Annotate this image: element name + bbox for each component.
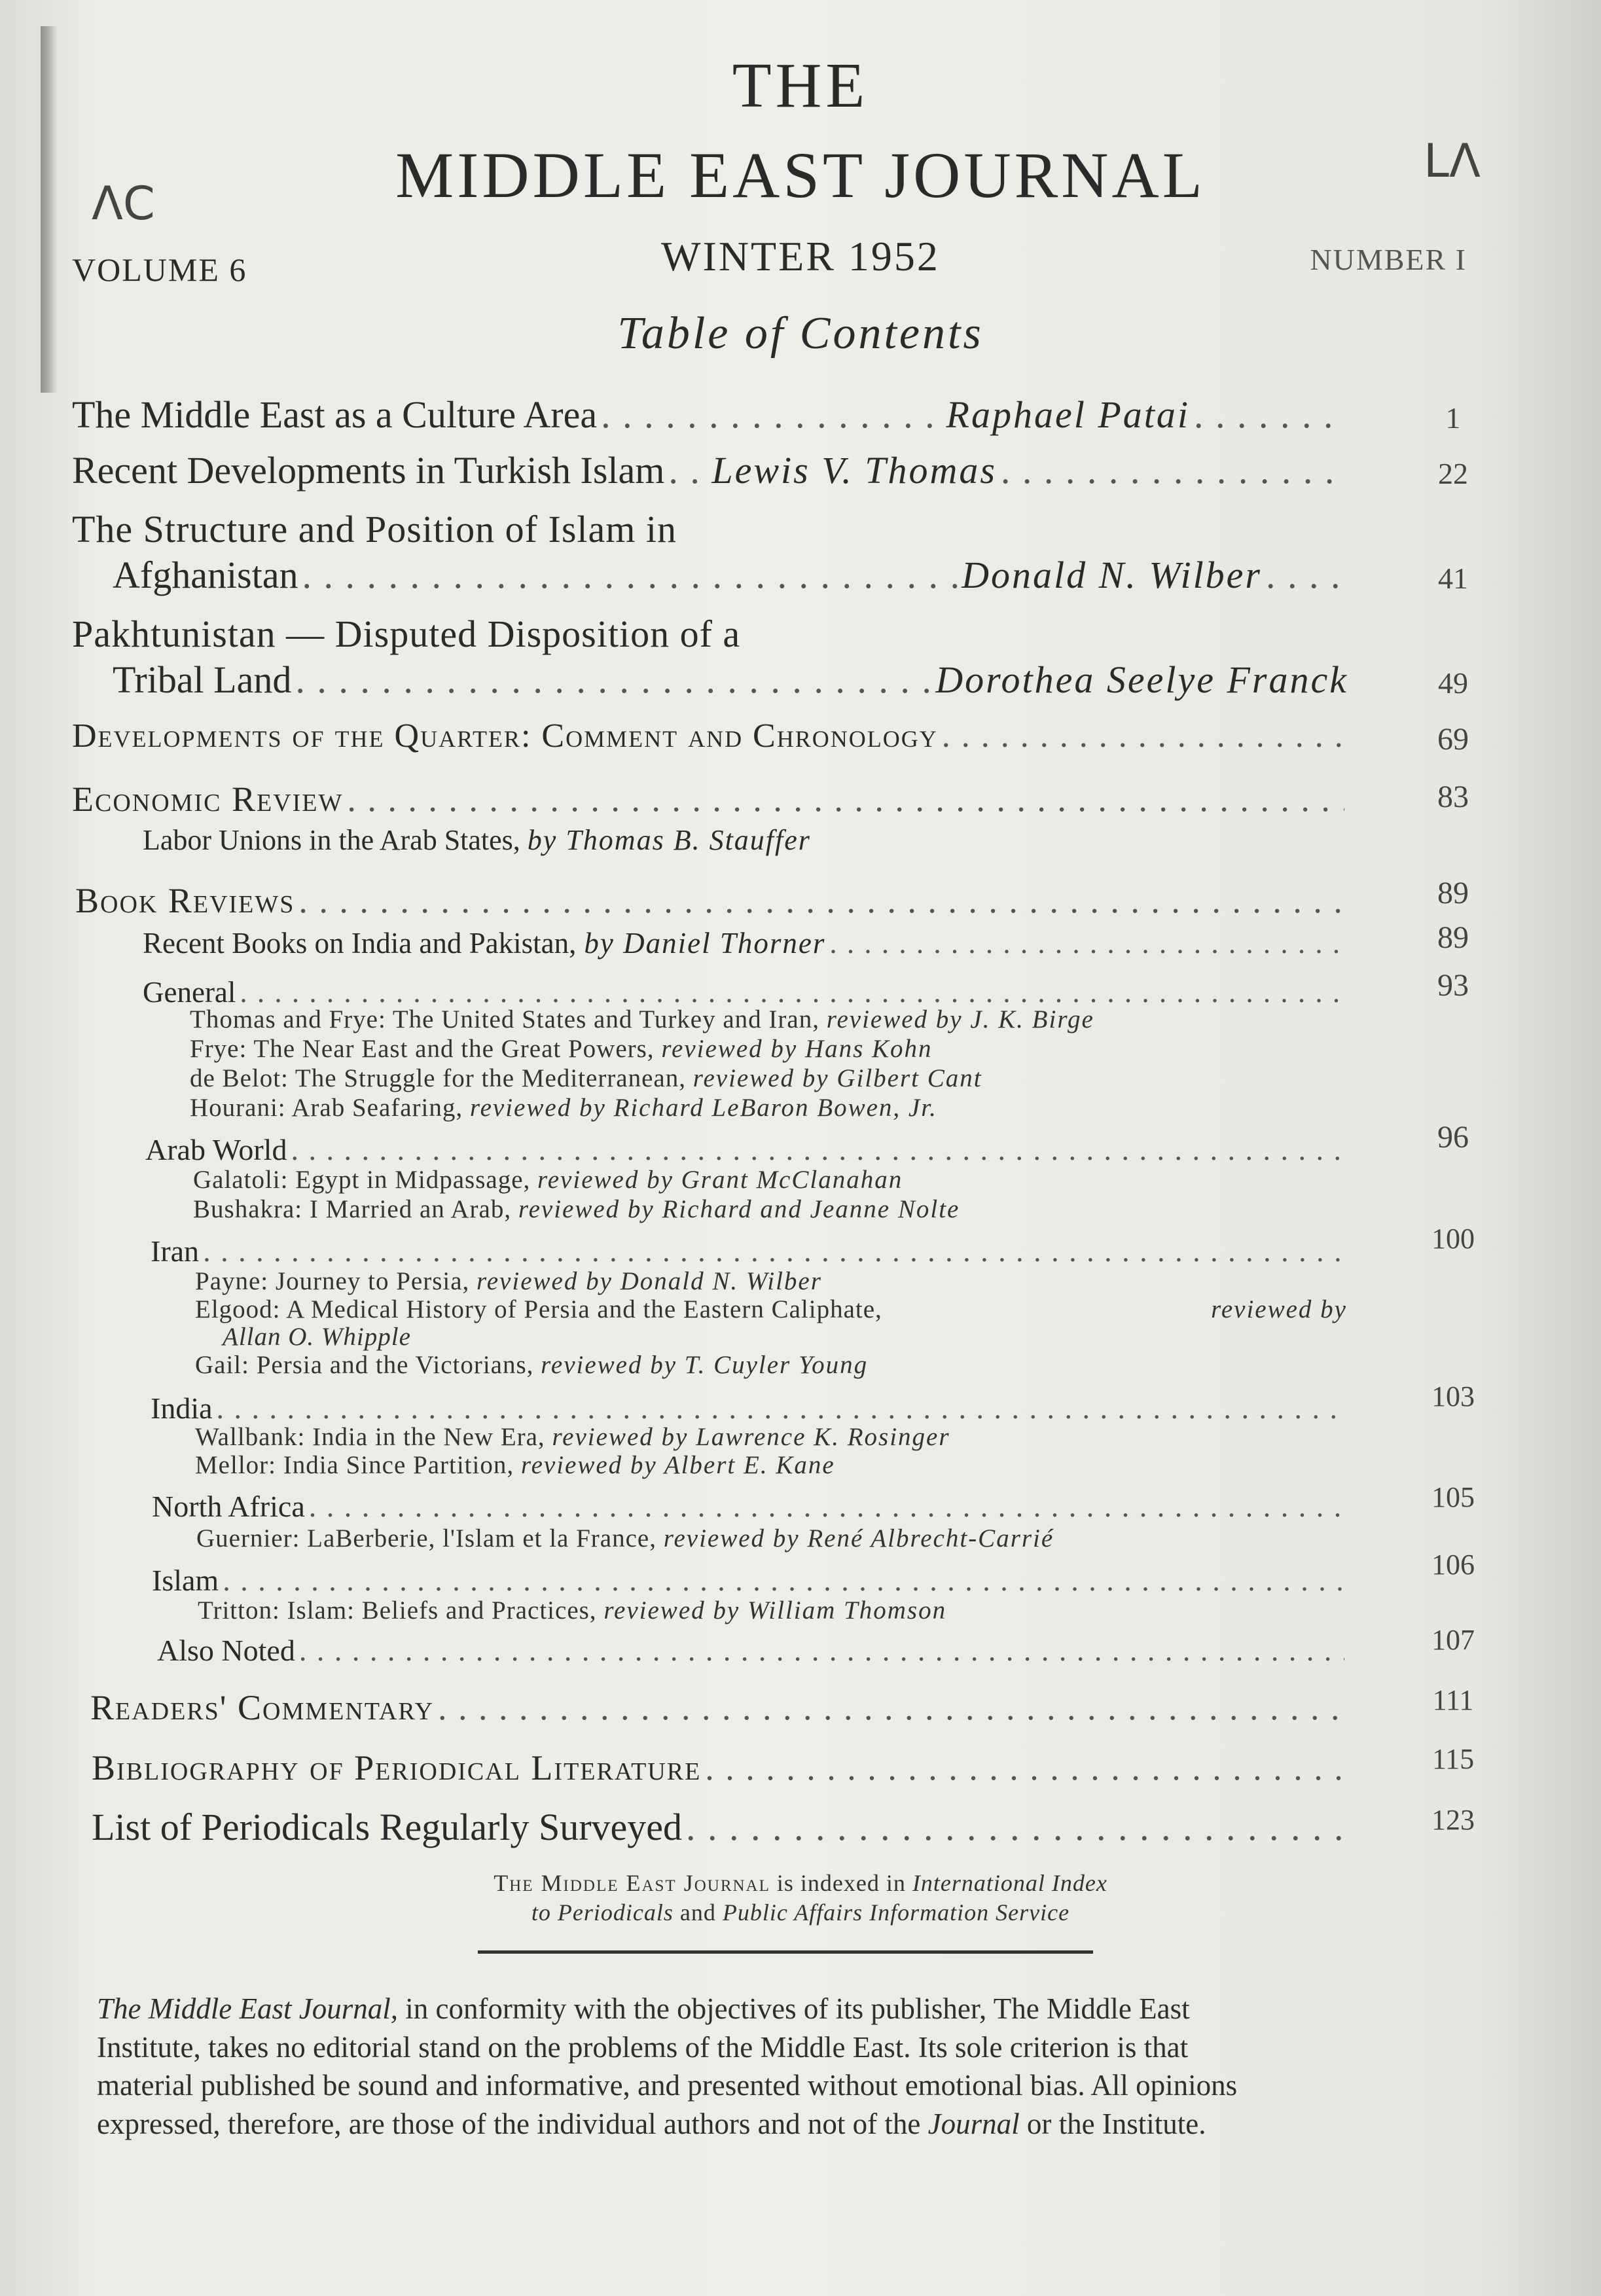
dot-leader <box>1001 448 1344 488</box>
entry-title: The Middle East as a Culture Area <box>72 393 598 436</box>
dot-leader <box>601 393 942 433</box>
toc-title: Table of Contents <box>617 308 984 359</box>
page-number: 107 <box>1431 1624 1475 1656</box>
review-item[interactable] <box>193 1165 903 1194</box>
page-number: 49 <box>1438 666 1468 700</box>
index-name: to Periodicals <box>531 1899 674 1926</box>
toc-entry[interactable] <box>113 553 1348 597</box>
entry-author: Lewis V. Thomas <box>711 449 997 492</box>
disclaimer-journal: Journal <box>927 2107 1020 2140</box>
index-note-text: is indexed in <box>776 1870 906 1896</box>
review-item[interactable] <box>190 1034 933 1064</box>
sub-entry-author: by Daniel Thorner <box>584 927 826 960</box>
dot-leader <box>299 1633 1344 1664</box>
dot-leader <box>438 1687 1344 1725</box>
dot-leader <box>223 1563 1344 1594</box>
page-number: 41 <box>1438 562 1468 595</box>
dot-leader <box>291 1132 1344 1164</box>
index-note <box>0 1869 1601 1928</box>
sub-entry[interactable] <box>143 823 811 857</box>
review-reviewer: reviewed by Gilbert Cant <box>693 1064 982 1092</box>
sub-entry[interactable] <box>143 926 1348 960</box>
toc-entry[interactable] <box>113 658 1348 702</box>
sub-entry-title: Labor Unions in the Arab States, <box>143 824 520 856</box>
disclaimer-text: or the Institute. <box>1026 2107 1206 2140</box>
dot-leader <box>298 880 1344 918</box>
volume-label: VOLUME 6 <box>72 251 247 288</box>
review-book: Mellor: India Since Partition, <box>195 1451 514 1479</box>
sub-entry[interactable] <box>151 1234 1348 1268</box>
dot-leader <box>1266 553 1344 593</box>
review-reviewer: reviewed by T. Cuyler Young <box>541 1351 869 1379</box>
page-number: 103 <box>1431 1380 1475 1412</box>
section-label: Book Reviews <box>75 881 295 920</box>
entry-author: Donald N. Wilber <box>962 554 1262 596</box>
dot-leader <box>347 779 1344 816</box>
review-reviewer: reviewed by <box>1211 1295 1347 1323</box>
sub-entry[interactable] <box>145 1132 1348 1167</box>
dot-leader <box>668 448 708 488</box>
section-label: Developments of the Quarter: Comment and Chronology <box>72 717 938 755</box>
toc-entry[interactable] <box>92 1748 1348 1788</box>
margin-note-right: LΛ <box>1424 134 1481 188</box>
review-item[interactable] <box>195 1295 1347 1324</box>
review-reviewer: reviewed by J. K. Birge <box>826 1005 1094 1033</box>
review-book: Hourani: Arab Seafaring, <box>190 1094 463 1122</box>
page-number: 106 <box>1431 1549 1475 1581</box>
review-book: Payne: Journey to Persia, <box>195 1267 470 1295</box>
page-number: 83 <box>1437 780 1469 814</box>
page-number: 111 <box>1432 1684 1474 1716</box>
category-label: Islam <box>152 1564 219 1597</box>
review-reviewer: reviewed by Hans Kohn <box>661 1035 933 1063</box>
review-reviewer: reviewed by Grant McClanahan <box>537 1166 903 1194</box>
dot-leader <box>302 553 958 593</box>
margin-note-left: ΛC <box>92 177 155 230</box>
category-label: North Africa <box>152 1490 305 1523</box>
review-reviewer: reviewed by William Thomson <box>603 1596 947 1624</box>
sub-entry-author: by Thomas B. Stauffer <box>527 824 811 856</box>
review-item[interactable] <box>195 1450 835 1480</box>
page-number: 89 <box>1437 876 1469 910</box>
dot-leader <box>240 975 1344 1006</box>
review-item[interactable] <box>198 1596 946 1625</box>
section-label: Economic Review <box>72 780 344 819</box>
page-number: 100 <box>1431 1223 1475 1255</box>
review-reviewer: reviewed by René Albrecht-Carrié <box>663 1524 1054 1552</box>
disclaimer-text: material published be sound and informative, and presented without emotional bias. All opinions <box>97 2069 1238 2102</box>
journal-name: The Middle East Journal <box>494 1870 770 1896</box>
review-reviewer: reviewed by Donald N. Wilber <box>477 1267 822 1295</box>
review-reviewer: reviewed by Albert E. Kane <box>520 1451 835 1479</box>
review-reviewer: reviewed by Richard LeBaron Bowen, Jr. <box>469 1094 937 1122</box>
dot-leader <box>295 658 931 698</box>
category-label: Also Noted <box>157 1634 295 1667</box>
review-book: de Belot: The Struggle for the Mediterranean, <box>190 1064 686 1092</box>
review-item[interactable] <box>190 1005 1094 1034</box>
review-book: Tritton: Islam: Beliefs and Practices, <box>198 1596 597 1624</box>
sub-entry[interactable] <box>152 1563 1348 1598</box>
entry-author: Raphael Patai <box>946 393 1190 436</box>
review-book: Galatoli: Egypt in Midpassage, <box>193 1166 531 1194</box>
entry-title-cont: Tribal Land <box>113 658 292 701</box>
page-number: 22 <box>1438 457 1468 490</box>
dot-leader <box>1194 393 1344 433</box>
page-number: 93 <box>1437 968 1469 1003</box>
category-label: India <box>151 1391 213 1425</box>
disclaimer-journal: The Middle East Journal, <box>97 1992 398 2025</box>
sub-entry[interactable] <box>152 1489 1348 1524</box>
review-book: Guernier: LaBerberie, l'Islam et la France, <box>196 1524 657 1552</box>
review-book: Thomas and Frye: The United States and Turkey and Iran, <box>190 1005 819 1033</box>
toc-entry[interactable] <box>72 779 1348 819</box>
editorial-disclaimer <box>97 1990 1478 2143</box>
entry-title: Recent Developments in Turkish Islam <box>72 449 665 492</box>
index-note-text: and <box>679 1899 716 1926</box>
dot-leader <box>705 1748 1344 1785</box>
review-book: Elgood: A Medical History of Persia and the Eastern Caliphate, <box>195 1295 882 1323</box>
page-number: 123 <box>1431 1804 1475 1836</box>
review-item[interactable] <box>190 1064 982 1093</box>
page-number: 69 <box>1437 722 1469 757</box>
category-label: Arab World <box>145 1133 287 1166</box>
review-item[interactable] <box>195 1350 868 1380</box>
index-name: Public Affairs Information Service <box>722 1899 1070 1926</box>
page-number: 96 <box>1437 1120 1469 1155</box>
toc-entry[interactable] <box>75 880 1348 921</box>
review-reviewer-cont: Allan O. Whipple <box>223 1323 411 1351</box>
journal-title: MIDDLE EAST JOURNAL <box>395 139 1206 211</box>
page-number: 89 <box>1437 920 1469 955</box>
toc-entry[interactable] <box>72 717 1348 755</box>
category-label: General <box>143 976 236 1009</box>
review-item[interactable] <box>195 1266 822 1296</box>
page-number: 115 <box>1431 1743 1475 1775</box>
review-reviewer: reviewed by Richard and Jeanne Nolte <box>518 1195 960 1223</box>
review-item[interactable] <box>190 1093 937 1122</box>
sub-entry[interactable] <box>157 1633 1348 1668</box>
toc-entry[interactable] <box>72 393 1348 437</box>
review-reviewer: reviewed by Lawrence K. Rosinger <box>552 1423 950 1451</box>
dot-leader <box>829 926 1344 957</box>
toc-entry[interactable] <box>92 1805 1348 1849</box>
review-item[interactable] <box>196 1524 1054 1553</box>
page-number: 1 <box>1445 401 1461 435</box>
dot-leader <box>309 1489 1344 1520</box>
review-book: Gail: Persia and the Victorians, <box>195 1351 534 1379</box>
disclaimer-text: in conformity with the objectives of its publisher, The Middle East <box>405 1992 1190 2025</box>
section-label: Readers' Commentary <box>90 1688 435 1727</box>
disclaimer-text: Institute, takes no editorial stand on the problems of the Middle East. Its sole criterion is that <box>97 2030 1189 2064</box>
review-book: Wallbank: India in the New Era, <box>195 1423 545 1451</box>
review-book: Frye: The Near East and the Great Powers, <box>190 1035 655 1063</box>
category-label: Iran <box>151 1234 200 1268</box>
entry-title[interactable]: Pakhtunistan — Disputed Disposition of a <box>72 613 741 655</box>
number-label: NUMBER I <box>1310 243 1467 276</box>
section-label: List of Periodicals Regularly Surveyed <box>92 1806 683 1848</box>
toc-entry[interactable] <box>90 1687 1348 1728</box>
dot-leader <box>217 1391 1344 1422</box>
divider-rule <box>478 1950 1093 1954</box>
entry-title[interactable]: The Structure and Position of Islam in <box>72 508 677 550</box>
entry-title-cont: Afghanistan <box>113 554 298 596</box>
page-number: 105 <box>1431 1481 1475 1513</box>
sub-entry-title: Recent Books on India and Pakistan, <box>143 927 577 960</box>
entry-author: Dorothea Seelye Franck <box>935 658 1348 701</box>
review-book: Bushakra: I Married an Arab, <box>193 1195 512 1223</box>
masthead-the: THE <box>732 50 869 121</box>
issue-label: WINTER 1952 <box>661 233 940 279</box>
review-item[interactable] <box>193 1194 960 1224</box>
review-item[interactable] <box>195 1422 950 1452</box>
dot-leader <box>686 1805 1344 1845</box>
dot-leader <box>203 1234 1344 1265</box>
sub-entry[interactable] <box>151 1391 1348 1426</box>
disclaimer-text: expressed, therefore, are those of the individual authors and not of the <box>97 2107 921 2140</box>
dot-leader <box>942 717 1344 753</box>
toc-entry[interactable] <box>72 448 1348 492</box>
index-name: International Index <box>912 1870 1107 1896</box>
section-label: Bibliography of Periodical Literature <box>92 1748 702 1787</box>
